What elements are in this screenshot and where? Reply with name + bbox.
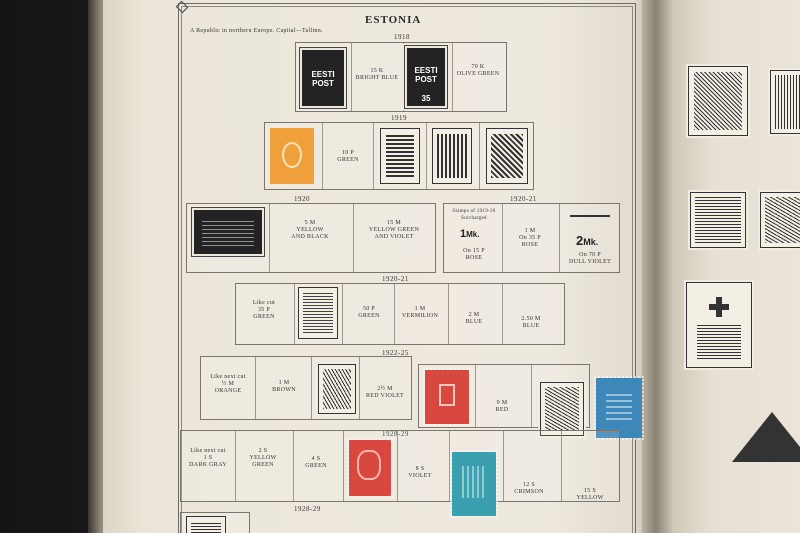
stamp-label: 1 M On 35 P ROSE [519, 228, 541, 248]
stamp-label: Like next cut ½ M ORANGE [210, 374, 246, 394]
section-year-1920: 1920 [294, 195, 310, 203]
stamp-1919-15p [380, 128, 420, 184]
section-year-1922-25: 1922-25 [382, 349, 409, 357]
surcharge-bar [570, 215, 610, 217]
stamp-label: Like next cut 1 S DARK GRAY [189, 448, 227, 468]
stamp-label: 1 M BROWN [272, 380, 296, 393]
stamp-label: 5 M YELLOW AND BLACK [291, 220, 329, 240]
right-page-stamp-5 [686, 282, 752, 368]
stamp-1922-10m [540, 382, 584, 436]
stamp-label: 2.50 M BLUE [521, 316, 541, 329]
stamp-label: 10 P GREEN [337, 150, 359, 163]
country-title: ESTONIA [365, 14, 422, 26]
section-year-1920-21: 1920-21 [510, 195, 537, 203]
right-page-stamp-1 [688, 66, 748, 136]
surcharge-note: Stamps of 1919-20 Surcharged [452, 209, 496, 221]
stamp-label: 9 M RED [495, 400, 509, 413]
section-year-1920-21: 1920-21 [382, 275, 409, 283]
stamp-1919-35p [432, 128, 472, 184]
stamp-label: On 70 P DULL VIOLET [568, 252, 612, 265]
stamp-label: 1 M VERMILION [401, 306, 439, 319]
section-year-1928-29: 1928-29 [382, 430, 409, 438]
country-intro: A Republic in northern Europe. Capital—Tallinn. [190, 28, 323, 34]
stamp-1919-70p [486, 128, 528, 184]
stamp-label: 70 K OLIVE GREEN [456, 64, 500, 77]
stamp-label: On 15 P ROSE [463, 248, 485, 261]
stamp-1922-2m [318, 364, 356, 414]
stamp-label: 8 S VIOLET [408, 466, 432, 479]
red-stamp-1928 [349, 440, 391, 496]
stamp-label: Like cut 35 P GREEN [252, 300, 276, 320]
stamp-partial [186, 516, 226, 533]
stamp-label: 50 P GREEN [358, 306, 380, 319]
stamp-1918-5k: EESTI POST [300, 48, 346, 108]
stamp-1920-5m [192, 208, 264, 256]
stamp-label: 2 S YELLOW GREEN [249, 448, 277, 468]
stamp-label: 2 M BLUE [465, 312, 483, 325]
right-page-stamp-3 [690, 192, 746, 248]
red-stamp-1922 [425, 370, 469, 424]
surcharge-2mk: 2Mk. [576, 233, 599, 248]
stamp-1918-35p: EESTI POST 35 [405, 46, 447, 108]
stamp-label: 4 S GREEN [305, 456, 327, 469]
stamp-label: 15 K BRIGHT BLUE [355, 68, 399, 81]
blue-stamp-loose [596, 378, 642, 438]
section-year-1918: 1918 [394, 33, 410, 41]
stamp-label: 12 S CRIMSON [514, 482, 544, 495]
teal-stamp-1928 [452, 452, 496, 516]
book-gutter [642, 0, 676, 533]
right-page-triangle-stamp [732, 412, 800, 462]
stamp-label: 15 S YELLOW [576, 488, 604, 501]
stamp-label: 2½ M RED VIOLET [365, 386, 405, 399]
orange-stamp-1919 [270, 128, 314, 184]
section-year-1919: 1919 [391, 114, 407, 122]
section-year-1928-29: 1928-29 [294, 505, 321, 513]
right-page-stamp-4 [760, 192, 800, 248]
stamp-label: 15 M YELLOW GREEN AND VIOLET [368, 220, 420, 240]
surcharge-1mk: 1Mk. [460, 228, 480, 240]
stamp-1920-21-35p [298, 287, 338, 339]
right-page-stamp-2 [770, 70, 800, 134]
